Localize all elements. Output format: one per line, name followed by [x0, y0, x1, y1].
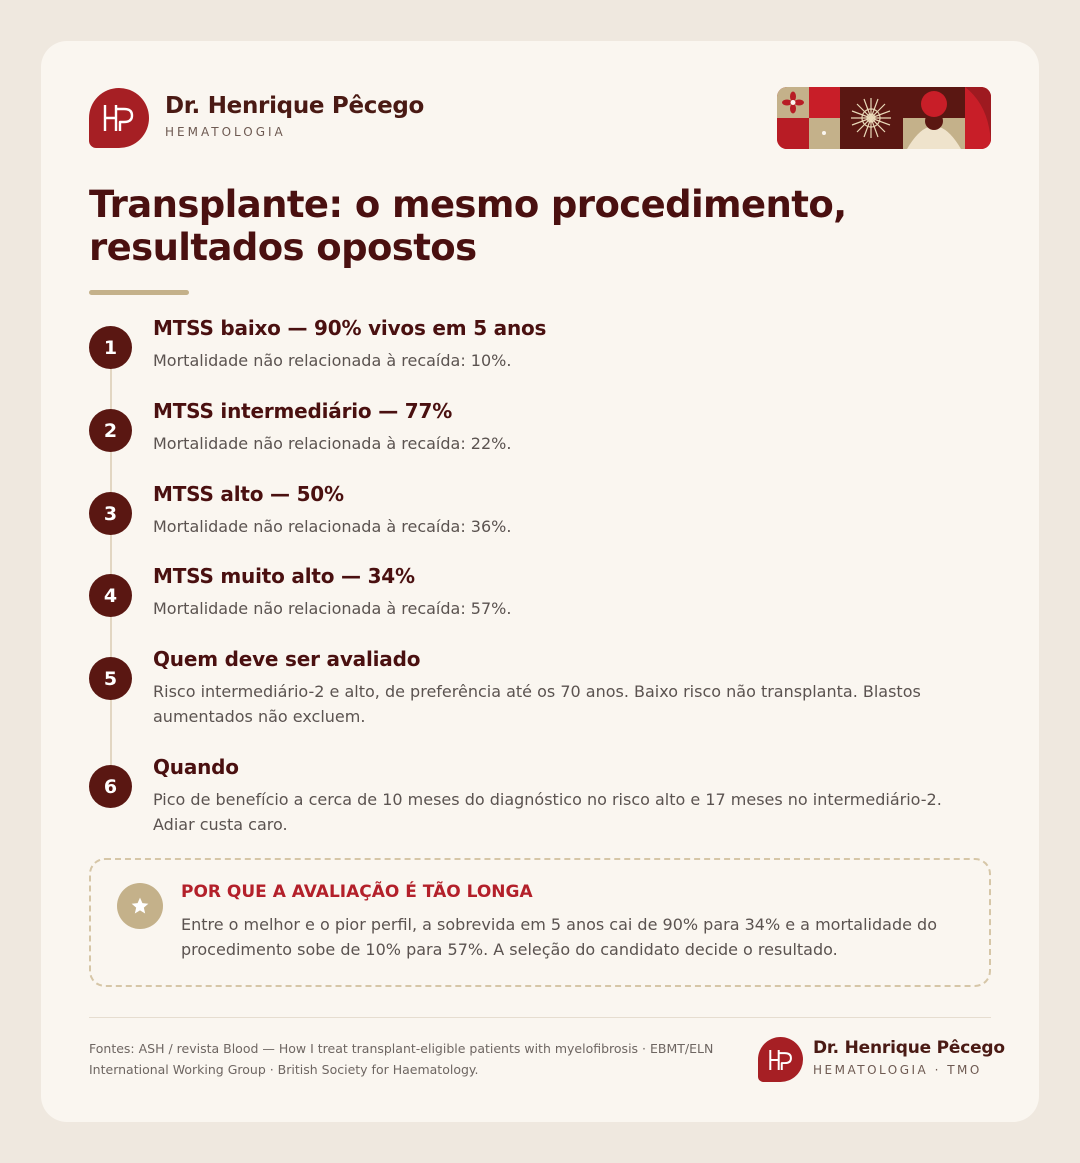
page-title: Transplante: o mesmo procedimento, resultados opostos — [89, 183, 847, 269]
step-title: MTSS muito alto — 34% — [153, 564, 415, 588]
callout-text: Entre o melhor e o pior perfil, a sobrevida em 5 anos cai de 90% para 34% e a mortalidade do procedimento sobe de 10% para 57%. A seleção do candidato decide o resultado. — [181, 915, 937, 959]
step-title: MTSS alto — 50% — [153, 482, 344, 506]
step-description: Risco intermediário-2 e alto, de preferência até os 70 anos. Baixo risco não transplanta. Blastos aumentados não excluem. — [153, 682, 921, 726]
step-description: Mortalidade não relacionada à recaída: 22%. — [153, 434, 512, 453]
step-number: 5 — [89, 657, 132, 700]
star-icon — [117, 883, 163, 929]
step-description: Mortalidade não relacionada à recaída: 10%. — [153, 351, 512, 370]
footer-brand-name: Dr. Henrique Pêcego — [813, 1038, 1005, 1058]
step-number: 3 — [89, 492, 132, 535]
step-title: MTSS intermediário — 77% — [153, 399, 453, 423]
step-title: Quem deve ser avaliado — [153, 647, 421, 671]
callout-title: POR QUE A AVALIAÇÃO É TÃO LONGA — [181, 882, 533, 902]
brand-specialty: HEMATOLOGIA — [165, 125, 286, 139]
brand-name: Dr. Henrique Pêcego — [165, 93, 425, 119]
step-title: MTSS baixo — 90% vivos em 5 anos — [153, 316, 547, 340]
footer-divider — [89, 1017, 991, 1018]
step-description: Pico de benefício a cerca de 10 meses do diagnóstico no risco alto e 17 meses no intermediário-2. Adiar custa caro. — [153, 790, 942, 834]
step-description: Mortalidade não relacionada à recaída: 57%. — [153, 599, 512, 618]
step-number: 1 — [89, 326, 132, 369]
footer-brand-subtitle: HEMATOLOGIA · TMO — [813, 1063, 982, 1077]
step-title: Quando — [153, 755, 239, 779]
step-description: Mortalidade não relacionada à recaída: 36%. — [153, 517, 512, 536]
content-card — [41, 41, 1039, 1122]
step-number: 4 — [89, 574, 132, 617]
hp-monogram-icon — [758, 1037, 803, 1082]
step-number: 2 — [89, 409, 132, 452]
sources-text: Fontes: ASH / revista Blood — How I treat transplant-eligible patients with myelofibrosis · EBMT/ELN International Working Group · British Society for Haematology. — [89, 1041, 714, 1077]
callout-box — [89, 858, 991, 987]
title-underline — [89, 290, 189, 295]
step-number: 6 — [89, 765, 132, 808]
hp-monogram-icon — [89, 88, 149, 148]
hematology-mosaic-icon — [777, 87, 991, 149]
